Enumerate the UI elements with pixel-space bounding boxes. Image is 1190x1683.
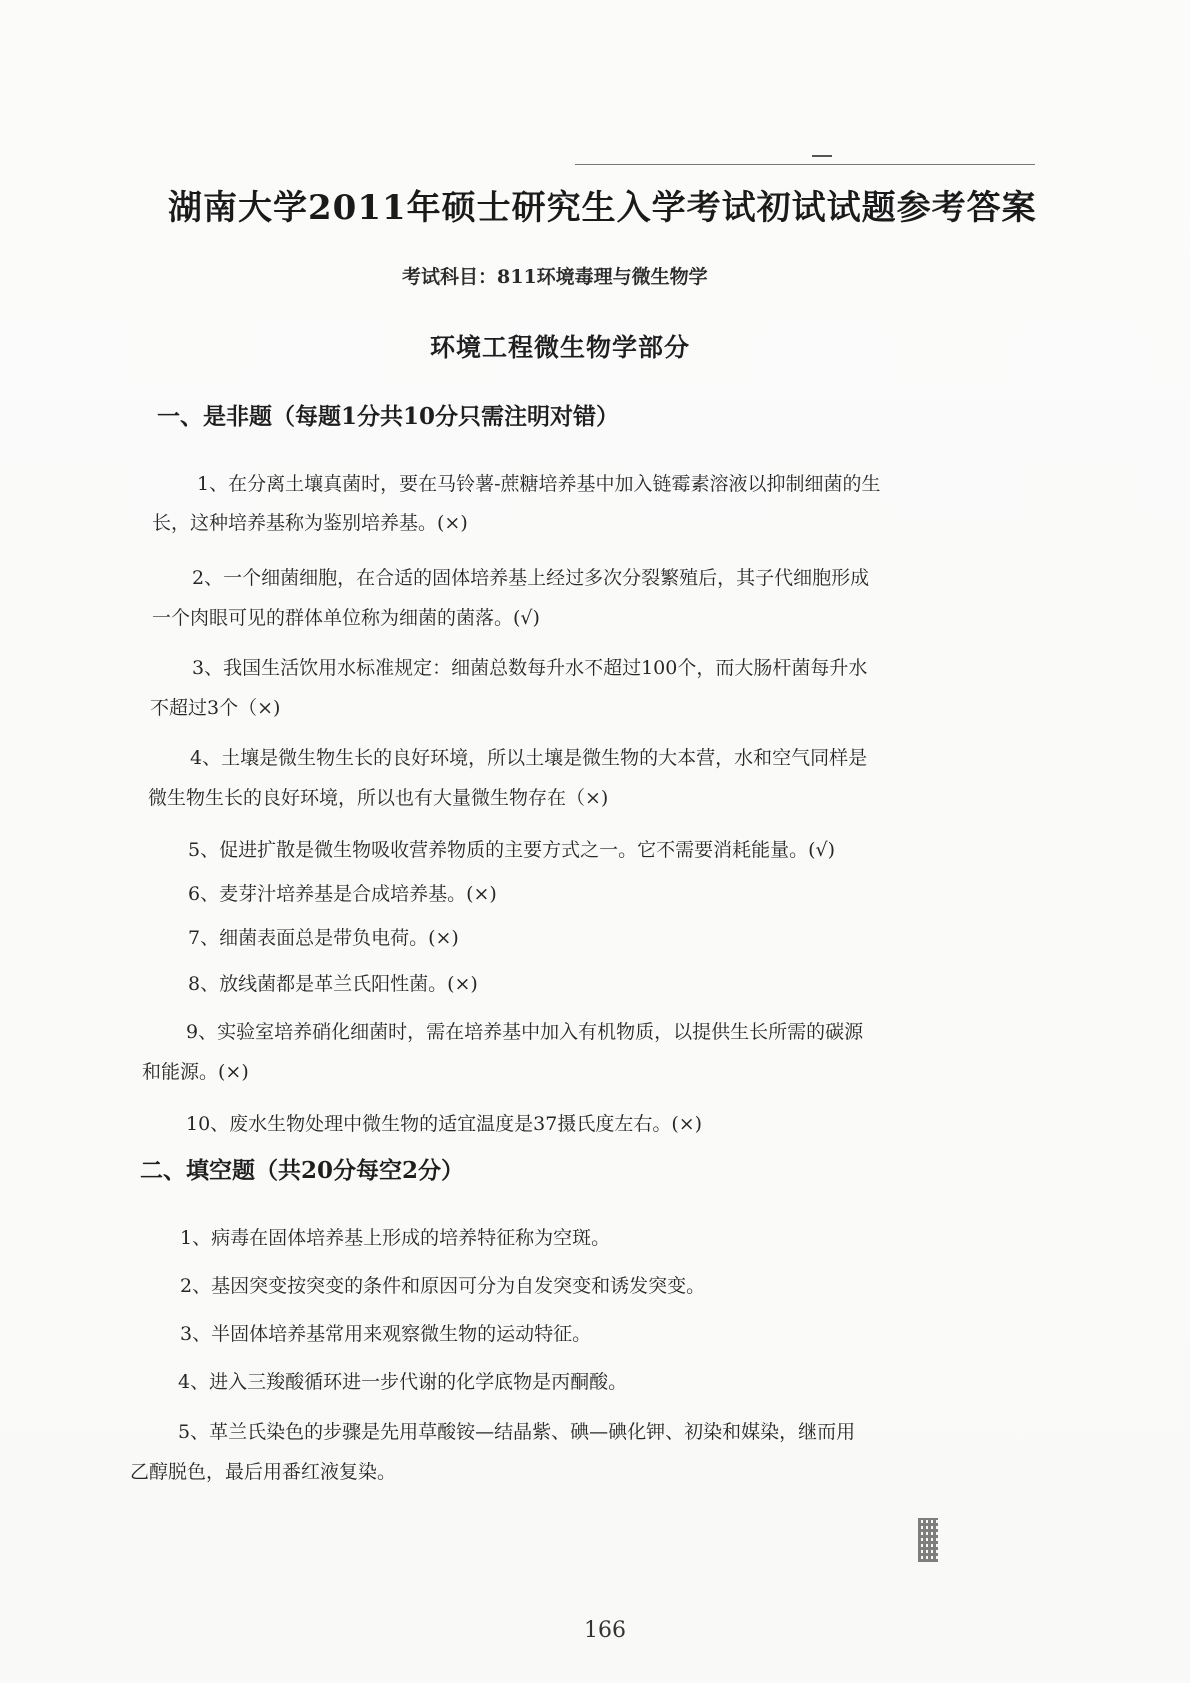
s1-line: 4、土壤是微生物生长的良好环境，所以土壤是微生物的大本营，水和空气同样是 (190, 747, 868, 769)
s2-line: 5、革兰氏染色的步骤是先用草酸铵—结晶紫、碘—碘化钾、初染和媒染，继而用 (178, 1421, 856, 1443)
s1-line: 不超过3个（×) (150, 697, 281, 719)
s1-line: 1、在分离土壤真菌时，要在马铃薯-蔗糖培养基中加入链霉素溶液以抑制细菌的生 (197, 473, 881, 495)
page-number: 166 (584, 1618, 626, 1643)
s2-line: 3、半固体培养基常用来观察微生物的运动特征。 (180, 1323, 592, 1345)
section2-heading: 二、填空题（共20分每空2分） (140, 1157, 465, 1184)
s1-line: 一个肉眼可见的群体单位称为细菌的菌落。(√) (152, 607, 540, 629)
s1-line: 2、一个细菌细胞，在合适的固体培养基上经过多次分裂繁殖后，其子代细胞形成 (192, 567, 870, 589)
s2-line: 2、基因突变按突变的条件和原因可分为自发突变和诱发突变。 (180, 1275, 706, 1297)
s2-line: 乙醇脱色，最后用番红液复染。 (130, 1461, 397, 1483)
section1-heading: 一、是非题（每题1分共10分只需注明对错） (157, 403, 620, 430)
s2-line: 4、进入三羧酸循环进一步代谢的化学底物是丙酮酸。 (178, 1371, 628, 1393)
exam-subject: 考试科目：811环境毒理与微生物学 (402, 266, 708, 288)
s1-line: 长，这种培养基称为鉴别培养基。(×) (152, 512, 468, 534)
s1-line: 8、放线菌都是革兰氏阳性菌。(×) (188, 973, 478, 995)
s1-line: 5、促进扩散是微生物吸收营养物质的主要方式之一。它不需要消耗能量。(√) (188, 839, 836, 861)
s1-line: 10、废水生物处理中微生物的适宜温度是37摄氏度左右。(×) (186, 1113, 703, 1135)
top-rule (575, 164, 1035, 165)
qr-code-icon (918, 1518, 938, 1562)
s1-line: 和能源。(×) (142, 1061, 249, 1083)
top-rule-mark (812, 155, 832, 157)
part-title: 环境工程微生物学部分 (430, 333, 691, 362)
s1-line: 9、实验室培养硝化细菌时，需在培养基中加入有机物质，以提供生长所需的碳源 (186, 1021, 864, 1043)
s1-line: 3、我国生活饮用水标准规定：细菌总数每升水不超过100个，而大肠杆菌每升水 (192, 657, 868, 679)
s2-line: 1、病毒在固体培养基上形成的培养特征称为空斑。 (180, 1227, 611, 1249)
s1-line: 6、麦芽汁培养基是合成培养基。(×) (188, 883, 497, 905)
s1-line: 7、细菌表面总是带负电荷。(×) (188, 927, 459, 949)
s1-line: 微生物生长的良好环境，所以也有大量微生物存在（×) (148, 787, 609, 809)
page-title: 湖南大学2011年硕士研究生入学考试初试试题参考答案 (168, 188, 1037, 228)
